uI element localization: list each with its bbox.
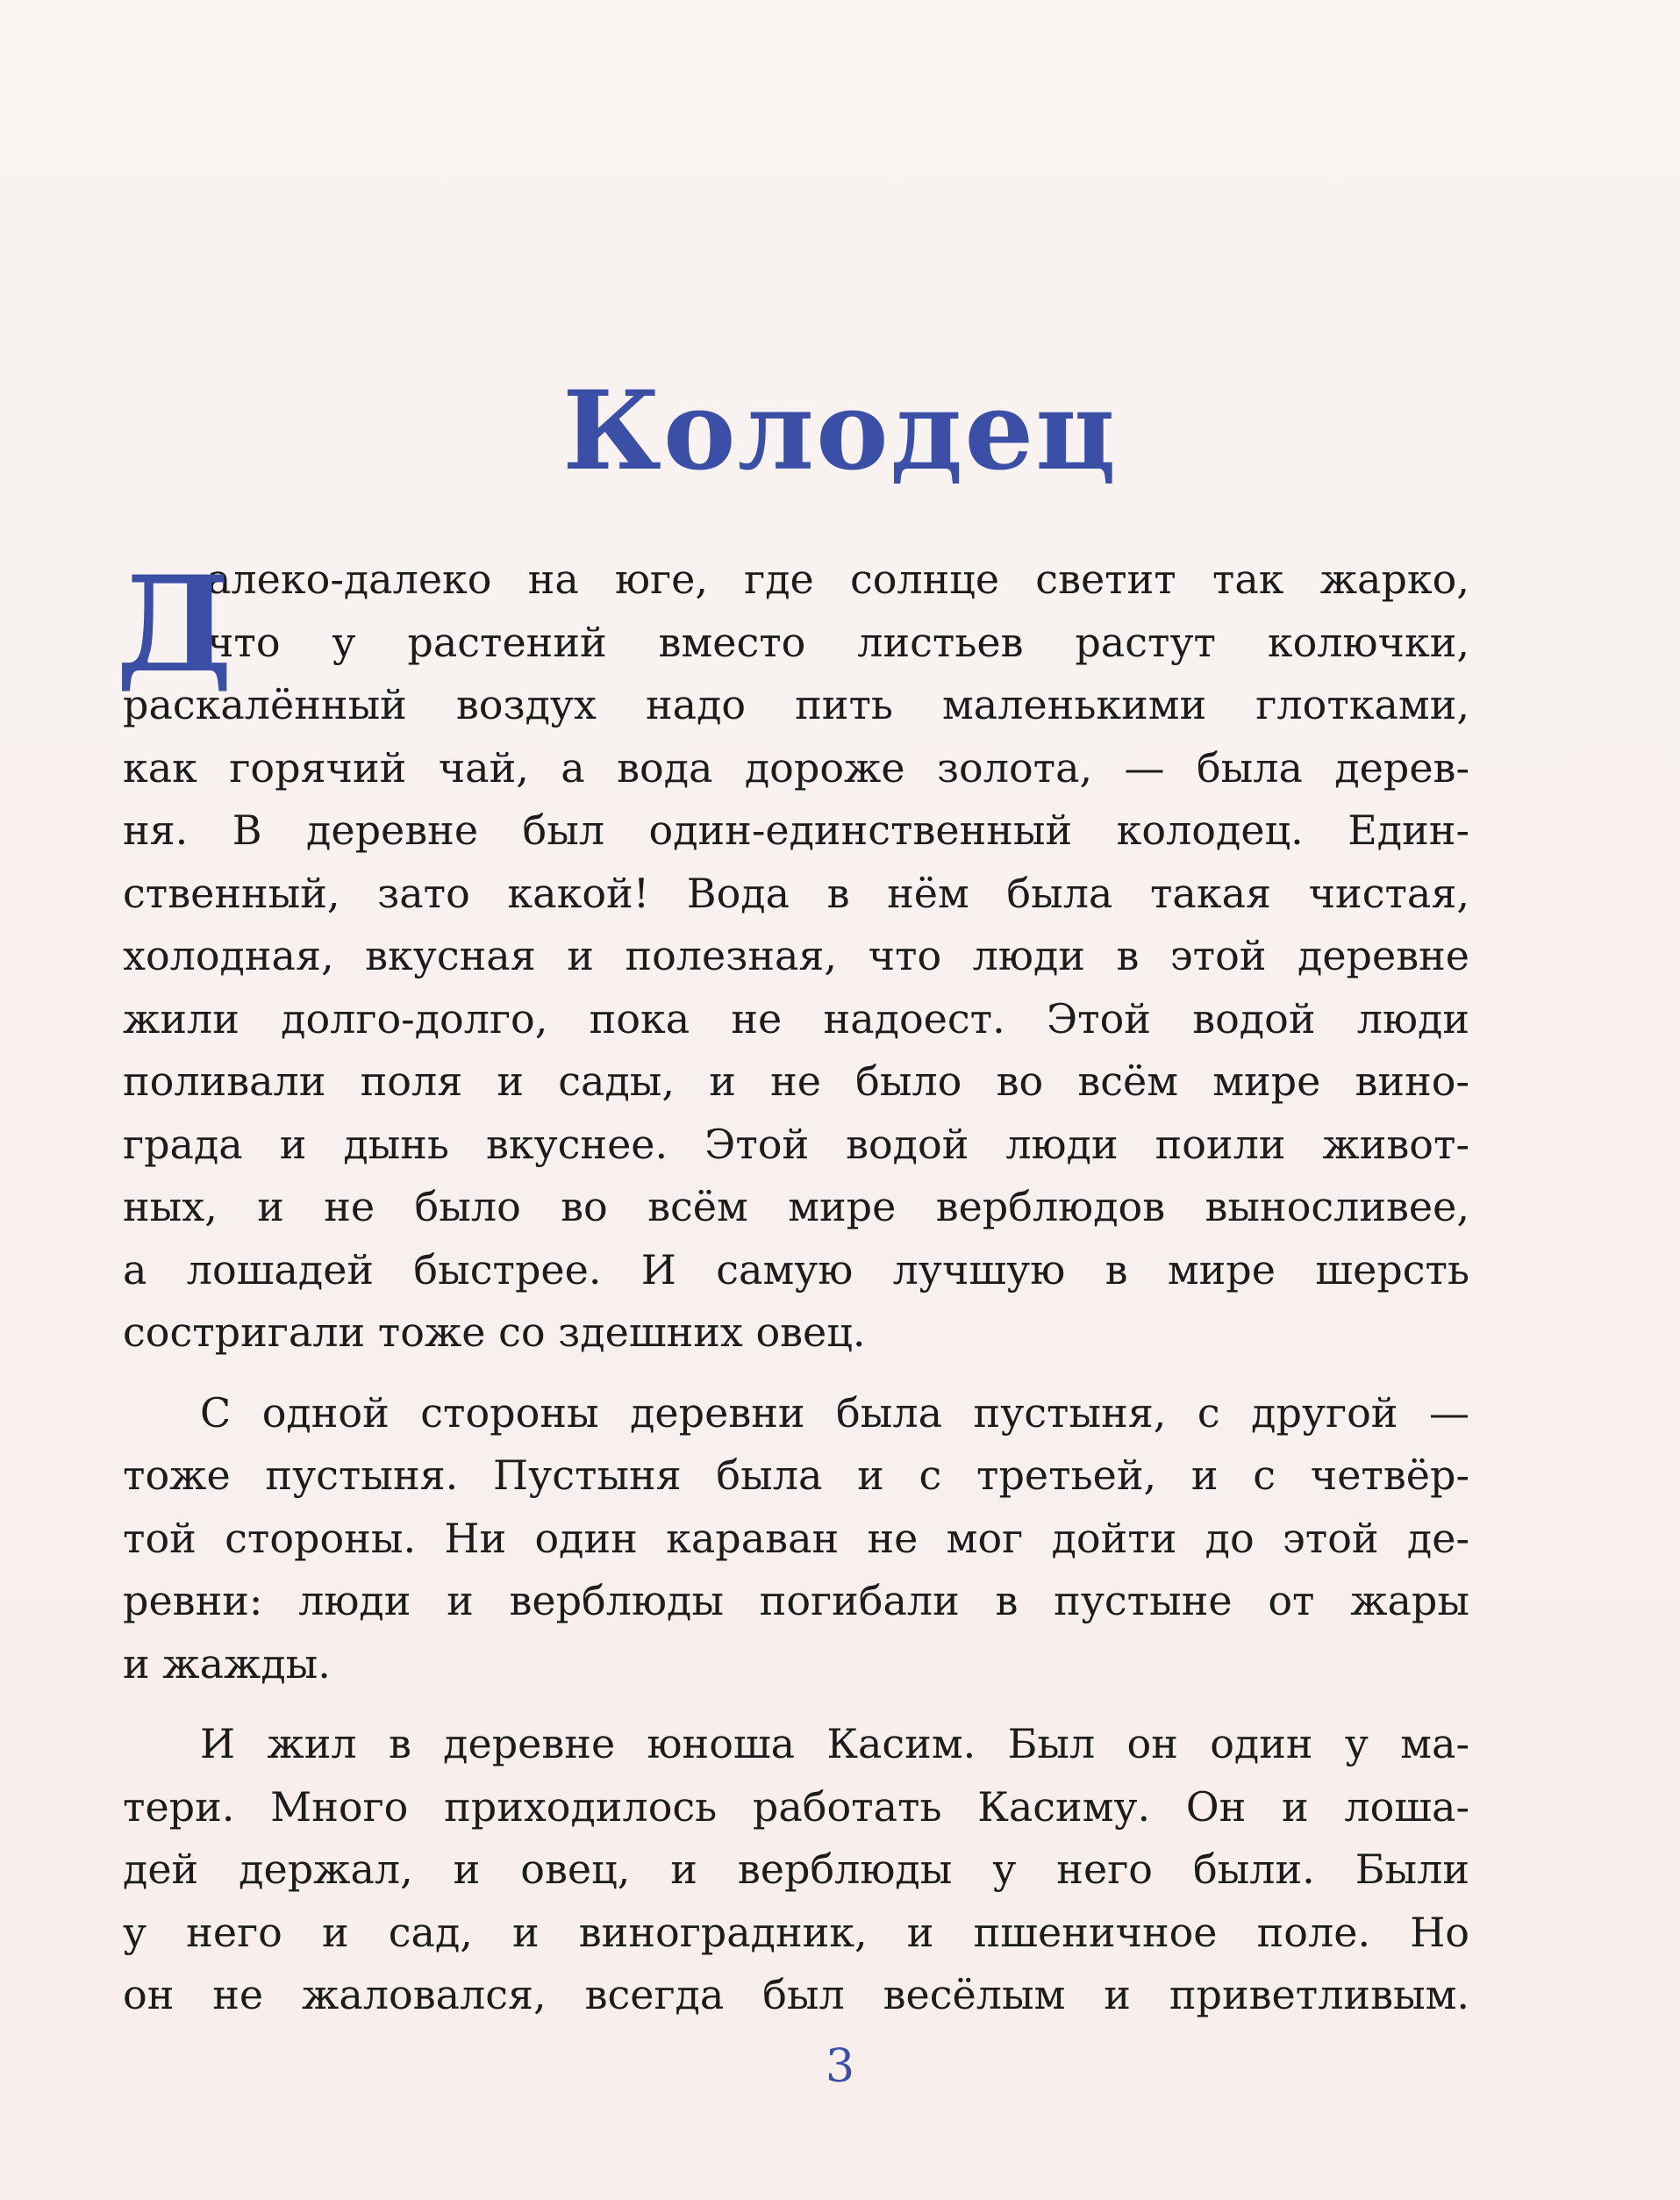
text-line: как горячий чай, а вода дороже золота, — была дерев-	[123, 743, 1469, 792]
text-line: поливали поля и сады, и не было во всём мире вино-	[123, 1057, 1469, 1105]
text-line: и жажды.	[123, 1639, 331, 1688]
text-line: жили долго-долго, пока не надоест. Этой водой люди	[123, 994, 1469, 1043]
text-line: раскалённый воздух надо пить маленькими глотками,	[123, 681, 1469, 728]
paragraph	[123, 1713, 1469, 2027]
text-line: ственный, зато какой! Вода в нём была такая чистая,	[123, 869, 1469, 917]
text-line: дей держал, и овец, и верблюды у него были. Были	[123, 1845, 1469, 1893]
body-text	[116, 548, 1469, 2027]
text-line: тери. Много приходилось работать Касиму. Он и лоша-	[123, 1782, 1469, 1831]
text-line: у него и сад, и виноградник, и пшеничное поле. Но	[123, 1908, 1469, 1956]
drop-cap: Д	[116, 548, 233, 702]
text-line: той стороны. Ни один караван не мог дойти до этой де-	[123, 1514, 1469, 1562]
text-line: алеко-далеко на юге, где солнце светит так жарко,	[207, 555, 1469, 603]
text-line: ных, и не было во всём мире верблюдов выносливее,	[123, 1183, 1469, 1230]
text-line: С одной стороны деревни была пустыня, с другой —	[200, 1388, 1469, 1437]
text-line: тоже пустыня. Пустыня была и с третьей, и с четвёр-	[123, 1451, 1469, 1499]
text-line: И жил в деревне юноша Касим. Был он один у ма-	[200, 1720, 1469, 1767]
text-line: холодная, вкусная и полезная, что люди в этой деревне	[123, 932, 1469, 979]
text-line: града и дынь вкуснее. Этой водой люди поили живот-	[123, 1120, 1469, 1168]
chapter-title: Колодец	[562, 368, 1118, 495]
text-line: состригали тоже со здешних овец.	[123, 1308, 866, 1356]
paragraph	[123, 1382, 1469, 1696]
paragraph	[123, 548, 1469, 1365]
text-line: а лошадей быстрее. И самую лучшую в мире шерсть	[123, 1245, 1469, 1293]
page-number: 3	[825, 2040, 855, 2093]
text-line: что у растений вместо листьев растут колючки,	[207, 618, 1469, 666]
text-line: ревни: люди и верблюды погибали в пустыне от жары	[123, 1577, 1469, 1624]
text-line: он не жаловался, всегда был весёлым и приветливым.	[123, 1971, 1469, 2018]
text-line: ня. В деревне был один-единственный колодец. Един-	[123, 806, 1469, 854]
